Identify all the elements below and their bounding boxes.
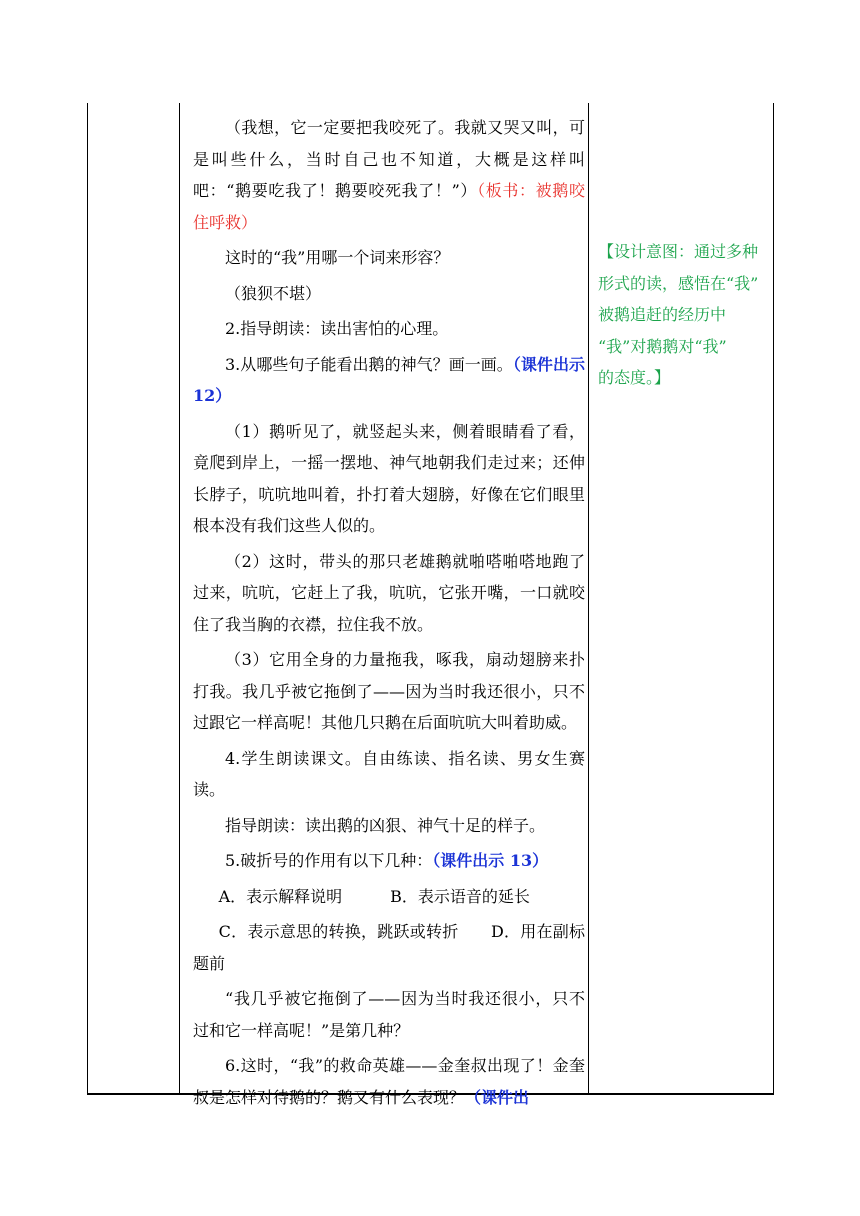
paragraph-5: 3.从哪些句子能看出鹅的神气？画一画。（课件出示 12） (193, 354, 585, 405)
option-cd: C．表示意思的转换，跳跃或转折 D．用在副标题前 (193, 922, 585, 973)
courseware-ref-12: （课件出示 12） (193, 354, 585, 405)
paragraph-10: 6.这时，“我”的救命英雄——金奎叔出现了！金奎叔是怎样对待鹅的？鹅又有什么表现？（课件出 (193, 1056, 585, 1107)
board-note: （板书：被鹅咬住呼救） (193, 181, 585, 232)
table-border-left (87, 103, 88, 1095)
paragraph-7: 指导朗读：读出鹅的凶狠、神气十足的样子。 (225, 815, 546, 835)
quote-1: （1）鹅听见了，就竖起头来，侧着眼睛看了看，竟爬到岸上，一摇一摆地、神气地朝我们走过来；还伸长脖子，吭吭地叫着，扑打着大翅膀，好像在它们眼里根本没有我们这些人似的。 (193, 421, 585, 535)
courseware-ref-cut: （课件出 (465, 1087, 530, 1107)
courseware-ref-13: （课件出示 13） (432, 851, 549, 870)
design-intent-line-4: “我”对鹅鹅对“我” (598, 336, 727, 356)
table-divider-2 (588, 103, 589, 1095)
design-intent-line-1: 【设计意图：通过多种 (598, 242, 759, 261)
paragraph-1: （我想，它一定要把我咬死了。我就又哭又叫，可是叫些什么，当时自己也不知道，大概是这样叫吧：“鹅要吃我了！鹅要咬死我了！”）（板书：被鹅咬住呼救） (193, 118, 585, 232)
design-intent-line-3: 被鹅追赶的经历中 (598, 305, 727, 324)
teaching-process-cell (193, 112, 585, 1113)
design-intent-note (598, 236, 774, 394)
paragraph-8: 5.破折号的作用有以下几种：（课件出示 13） (225, 851, 549, 870)
paragraph-2: 这时的“我”用哪一个词来形容？ (225, 248, 450, 267)
paragraph-3: （狼狈不堪） (225, 283, 322, 303)
table-divider-1 (179, 103, 180, 1095)
paragraph-6: 4.学生朗读课文。自由练读、指名读、男女生赛读。 (193, 748, 585, 799)
design-intent-line-5: 的态度。】 (598, 368, 671, 387)
design-intent-line-2: 形式的读，感悟在“我” (598, 273, 759, 293)
paragraph-9: “我几乎被它拖倒了——因为当时我还很小，只不过和它一样高呢！”是第几种？ (193, 989, 585, 1040)
option-ab: A．表示解释说明 B．表示语音的延长 (218, 886, 530, 906)
quote-3: （3）它用全身的力量拖我，啄我，扇动翅膀来扑打我。我几乎被它拖倒了——因为当时我还很小，只不过跟它一样高呢！其他几只鹅在后面吭吭大叫着助威。 (193, 650, 585, 732)
quote-2: （2）这时，带头的那只老雄鹅就啪嗒啪嗒地跑了过来，吭吭，它赶上了我，吭吭，它张开嘴，一口就咬住了我当胸的衣襟，拉住我不放。 (193, 551, 585, 634)
paragraph-4: 2.指导朗读：读出害怕的心理。 (225, 319, 449, 338)
